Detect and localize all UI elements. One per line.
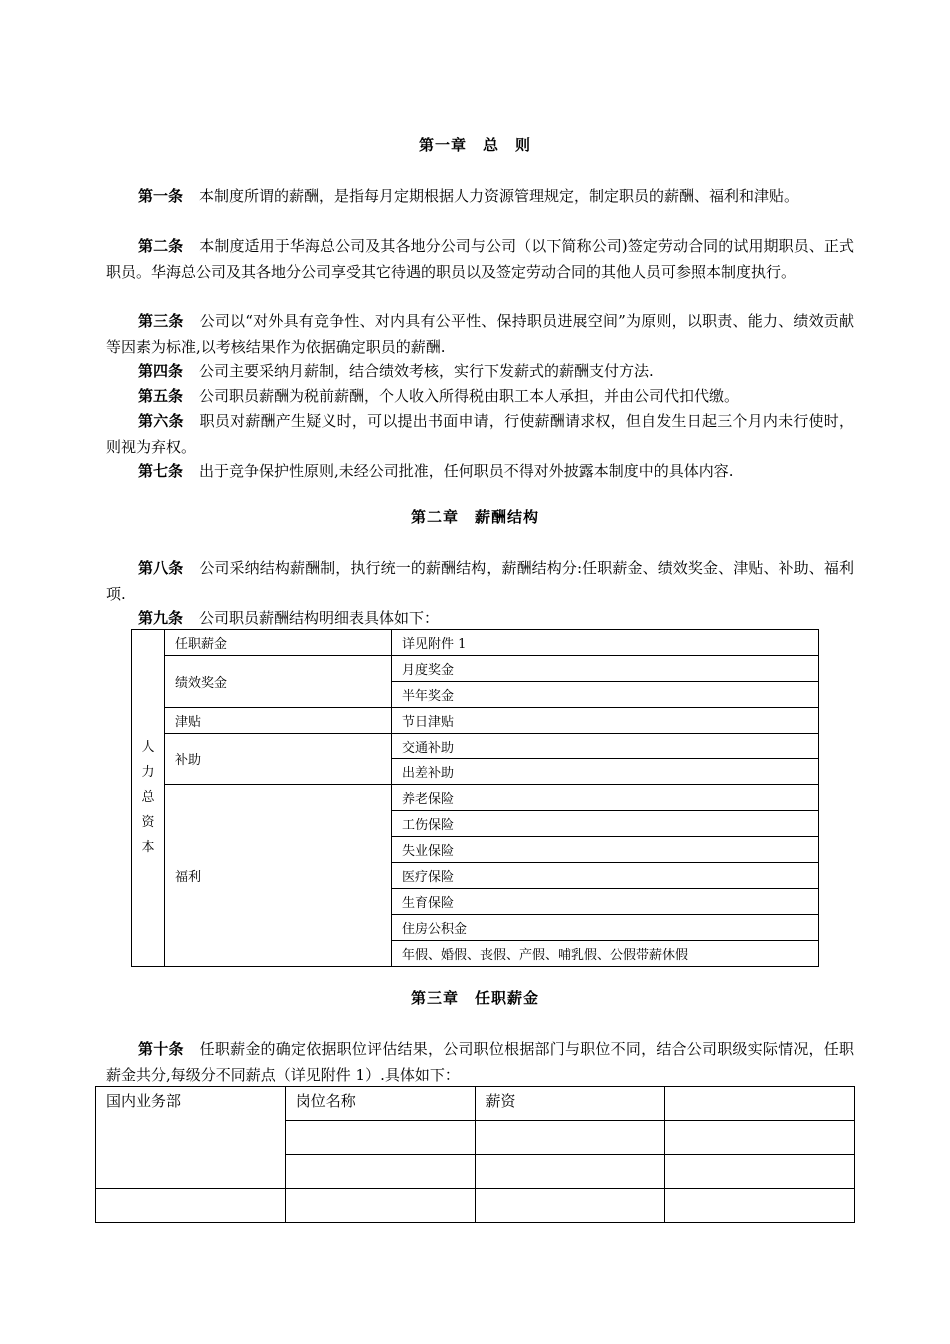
table-row [132,733,819,759]
category-cell: 任职薪金 [165,630,392,656]
header-cell: 岗位名称 [285,1087,475,1121]
article-2 [106,233,854,285]
article-text: 公司职员薪酬结构明细表具体如下： [199,609,440,627]
article-text: 公司主要采纳月薪制，结合绩效考核，实行下发薪式的薪酬支付方法. [199,362,654,380]
article-6 [106,408,854,460]
article-text: 本制度所谓的薪酬，是指每月定期根据人力资源管理规定，制定职员的薪酬、福利和津贴。 [199,187,800,205]
article-text: 公司职员薪酬为税前薪酬，个人收入所得税由职工本人承担，并由公司代扣代缴。 [199,387,740,405]
item-cell: 节日津贴 [392,707,819,733]
article-label: 第一条 [138,187,184,205]
empty-cell [475,1155,665,1189]
empty-cell [665,1121,855,1155]
vertical-char: 资 [141,815,155,831]
vertical-char: 力 [141,765,155,781]
category-cell: 补助 [165,733,392,785]
article-1 [106,183,854,209]
position-salary-table [95,1086,855,1223]
empty-cell [285,1121,475,1155]
article-7 [106,458,854,484]
article-label: 第三条 [138,312,184,330]
item-cell: 失业保险 [392,837,819,863]
table-row [96,1087,855,1121]
empty-cell [665,1189,855,1223]
article-10 [106,1036,854,1088]
empty-cell [665,1155,855,1189]
salary-structure-table [131,629,819,967]
article-label: 第二条 [138,237,184,255]
article-text: 公司以“对外具有竞争性、对内具有公平性、保持职员进展空间”为原则，以职责、能力、绩效贡献等因素为标准,以考核结果作为依据确定职员的薪酬. [106,312,854,356]
article-label: 第九条 [138,609,184,627]
vertical-char: 人 [141,740,155,756]
article-text: 公司采纳结构薪酬制，执行统一的薪酬结构，薪酬结构分:任职薪金、绩效奖金、津贴、补助、福利项. [106,559,854,603]
article-label: 第六条 [138,412,184,430]
item-cell: 交通补助 [392,733,819,759]
item-cell: 养老保险 [392,785,819,811]
table-row [132,655,819,681]
empty-cell [96,1189,286,1223]
item-cell: 工伤保险 [392,811,819,837]
item-cell: 出差补助 [392,759,819,785]
category-cell: 绩效奖金 [165,655,392,707]
chapter2-title: 第二章 薪酬结构 [410,508,539,526]
item-cell: 半年奖金 [392,681,819,707]
table-row [132,707,819,733]
article-label: 第七条 [138,462,184,480]
vertical-char: 总 [141,790,155,806]
item-cell: 医疗保险 [392,863,819,889]
item-cell: 年假、婚假、丧假、产假、哺乳假、公假带薪休假 [392,940,819,966]
category-cell: 福利 [165,785,392,966]
article-5 [106,383,854,409]
article-label: 第四条 [138,362,184,380]
article-label: 第十条 [138,1040,184,1058]
article-text: 出于竞争保护性原则,未经公司批准，任何职员不得对外披露本制度中的具体内容. [199,462,734,480]
empty-cell [475,1189,665,1223]
table-row [132,630,819,656]
article-4 [106,358,854,384]
empty-cell [285,1155,475,1189]
table-row [96,1189,855,1223]
vertical-char: 本 [141,840,155,856]
item-cell: 月度奖金 [392,655,819,681]
vertical-label-cell [132,630,165,967]
table-row [132,785,819,811]
item-cell: 生育保险 [392,888,819,914]
article-label: 第八条 [138,559,184,577]
chapter3-title: 第三章 任职薪金 [410,989,539,1007]
empty-cell [665,1087,855,1121]
chapter1-title: 第一章 总 则 [418,136,531,154]
article-text: 本制度适用于华海总公司及其各地分公司与公司（以下简称公司)签定劳动合同的试用期职员、正式职员。华海总公司及其各地分公司享受其它待遇的职员以及签定劳动合同的其他人员可参照本制度执行。 [106,237,854,281]
dept-cell: 国内业务部 [96,1087,286,1189]
article-3 [106,308,854,360]
article-text: 任职薪金的确定依据职位评估结果，公司职位根据部门与职位不同，结合公司职级实际情况，任职薪金共分,每级分不同薪点（详见附件 1）.具体如下： [106,1040,854,1084]
empty-cell [475,1121,665,1155]
article-8 [106,555,854,607]
category-cell: 津贴 [165,707,392,733]
header-cell: 薪资 [475,1087,665,1121]
empty-cell [285,1189,475,1223]
article-label: 第五条 [138,387,184,405]
item-cell: 住房公积金 [392,914,819,940]
article-text: 职员对薪酬产生疑义时，可以提出书面申请，行使薪酬请求权，但自发生日起三个月内未行使时，则视为弃权。 [106,412,854,456]
item-cell: 详见附件 1 [392,630,819,656]
article-9 [106,605,854,631]
